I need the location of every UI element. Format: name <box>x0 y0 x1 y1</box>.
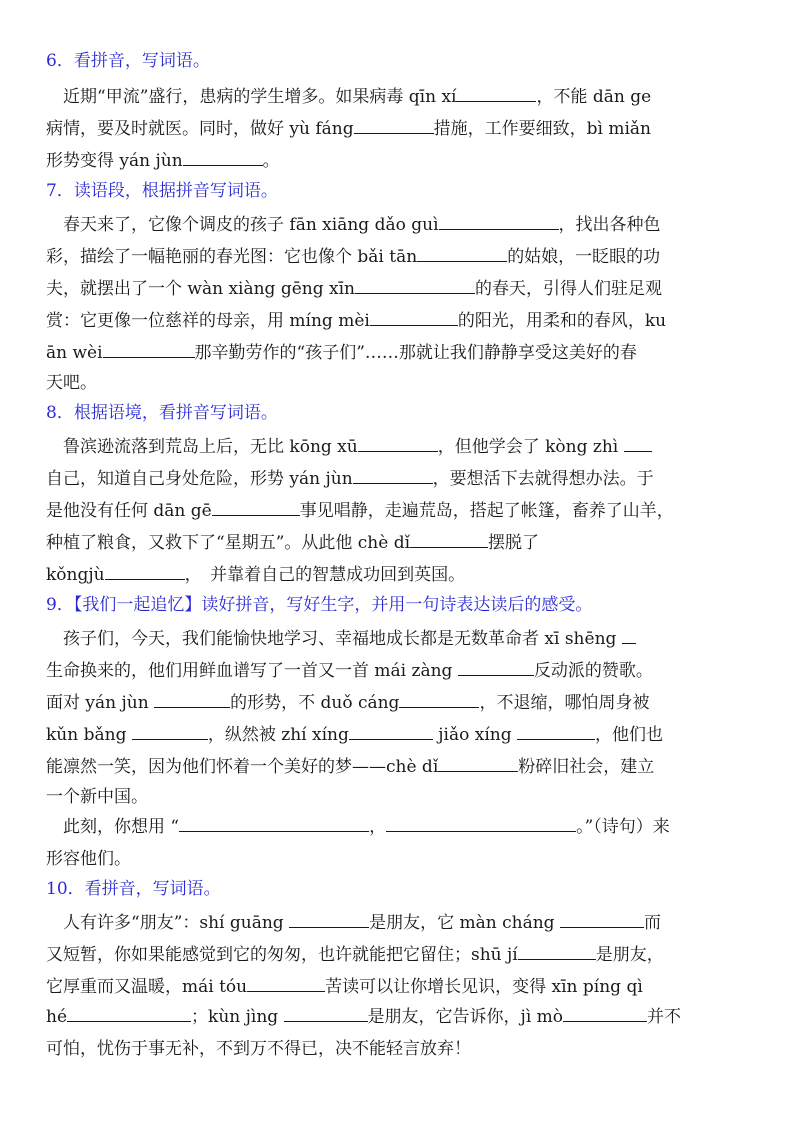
line: 种植了粮食，又救下了“星期五”。从此他 chè dǐ 摆脱了 <box>46 528 758 558</box>
answer-blank <box>399 689 479 708</box>
answer-blank <box>355 275 475 294</box>
line: ān wèi 那辛勤劳作的“孩子们”……那就让我们静静享受这美好的春 <box>46 338 758 368</box>
line: 9．【我们一起追忆】读好拼音，写好生字，并用一句诗表达读后的感受。 <box>46 595 593 615</box>
answer-blank <box>358 433 438 452</box>
line: hé ；kùn jìng 是朋友，它告诉你，jì mò 并不 <box>46 1002 758 1032</box>
line: 自己，知道自己身处危险，形势 yán jùn ，要想活下去就得想办法。于 <box>46 464 758 494</box>
answer-blank <box>284 1003 368 1022</box>
line: 此刻，你想用 “ ， 。”（诗句）来 <box>46 812 758 842</box>
answer-blank <box>349 721 433 740</box>
line: 生命换来的，他们用鲜血谱写了一首又一首 mái zàng 反动派的赞歌。 <box>46 656 758 686</box>
line: kǒngjù ， 并靠着自己的智慧成功回到英国。 <box>46 560 758 590</box>
answer-blank <box>370 307 458 326</box>
line: 赏：它更像一位慈祥的母亲，用 míng mèi 的阳光，用柔和的春风，ku <box>46 306 758 336</box>
line: 它厚重而又温暖，mái tóu 苦读可以让你增长见识，变得 xīn píng qì <box>46 972 758 1002</box>
line: kǔn bǎng ，纵然被 zhí xíng jiǎo xíng ，他们也 <box>46 720 758 750</box>
line: 孩子们，今天，我们能愉快地学习、幸福地成长都是无数革命者 xī shēng <box>46 624 758 654</box>
line: 又短暂，你如果能感觉到它的匆匆，也许就能把它留住；shū jí 是朋友， <box>46 940 758 970</box>
line: 彩，描绘了一幅艳丽的春光图：它也像个 bǎi tān 的姑娘，一眨眼的功 <box>46 242 758 272</box>
answer-blank <box>132 721 208 740</box>
answer-blank <box>563 1003 647 1022</box>
answer-blank <box>353 465 433 484</box>
line: 10．看拼音，写词语。 <box>46 879 221 899</box>
answer-blank <box>105 561 185 580</box>
answer-blank <box>518 941 596 960</box>
line: 是他没有任何 dān gē 事见唱静，走遍荒岛，搭起了帐篷，畜养了山羊， <box>46 496 758 526</box>
answer-blank <box>410 529 488 548</box>
line: 面对 yán jùn 的形势，不 duǒ cáng ，不退缩，哪怕周身被 <box>46 688 758 718</box>
line: 一个新中国。 <box>46 787 148 807</box>
answer-blank <box>67 1003 191 1022</box>
answer-blank <box>458 657 534 676</box>
answer-blank <box>517 721 595 740</box>
answer-blank <box>247 973 325 992</box>
line: 形势变得 yán jùn 。 <box>46 146 758 176</box>
answer-blank <box>183 147 263 166</box>
line: 病情，要及时就医。同时，做好 yù fáng 措施，工作要细致，bì miǎn <box>46 114 758 144</box>
answer-blank <box>154 689 230 708</box>
line: 6．看拼音，写词语。 <box>46 51 210 71</box>
answer-blank <box>289 909 369 928</box>
answer-blank <box>179 813 369 832</box>
answer-blank <box>212 497 300 516</box>
answer-blank <box>622 625 636 644</box>
answer-blank <box>103 339 195 358</box>
answer-blank <box>417 243 507 262</box>
line: 天吧。 <box>46 373 97 393</box>
answer-blank <box>386 813 576 832</box>
line: 人有许多“朋友”：shí guāng 是朋友，它 màn cháng 而 <box>46 908 758 938</box>
answer-blank <box>438 753 518 772</box>
answer-blank <box>456 83 536 102</box>
answer-blank <box>439 211 559 230</box>
line: 能凛然一笑，因为他们怀着一个美好的梦——chè dǐ 粉碎旧社会，建立 <box>46 752 758 782</box>
line: 形容他们。 <box>46 849 131 869</box>
answer-blank <box>560 909 644 928</box>
line: 夫，就摆出了一个 wàn xiàng gēng xīn 的春天，引得人们驻足观 <box>46 274 758 304</box>
line: 7．读语段，根据拼音写词语。 <box>46 181 278 201</box>
line: 8．根据语境，看拼音写词语。 <box>46 403 278 423</box>
line: 春天来了，它像个调皮的孩子 fān xiāng dǎo guì ，找出各种色 <box>46 210 758 240</box>
answer-blank <box>354 115 434 134</box>
line: 鲁滨逊流落到荒岛上后，无比 kōng xū ，但他学会了 kòng zhì <box>46 432 758 462</box>
answer-blank <box>624 433 652 452</box>
line: 可怕，忧伤于事无补，不到万不得已，决不能轻言放弃！ <box>46 1039 471 1059</box>
line: 近期“甲流”盛行，患病的学生增多。如果病毒 qīn xí ，不能 dān ge <box>46 82 758 112</box>
